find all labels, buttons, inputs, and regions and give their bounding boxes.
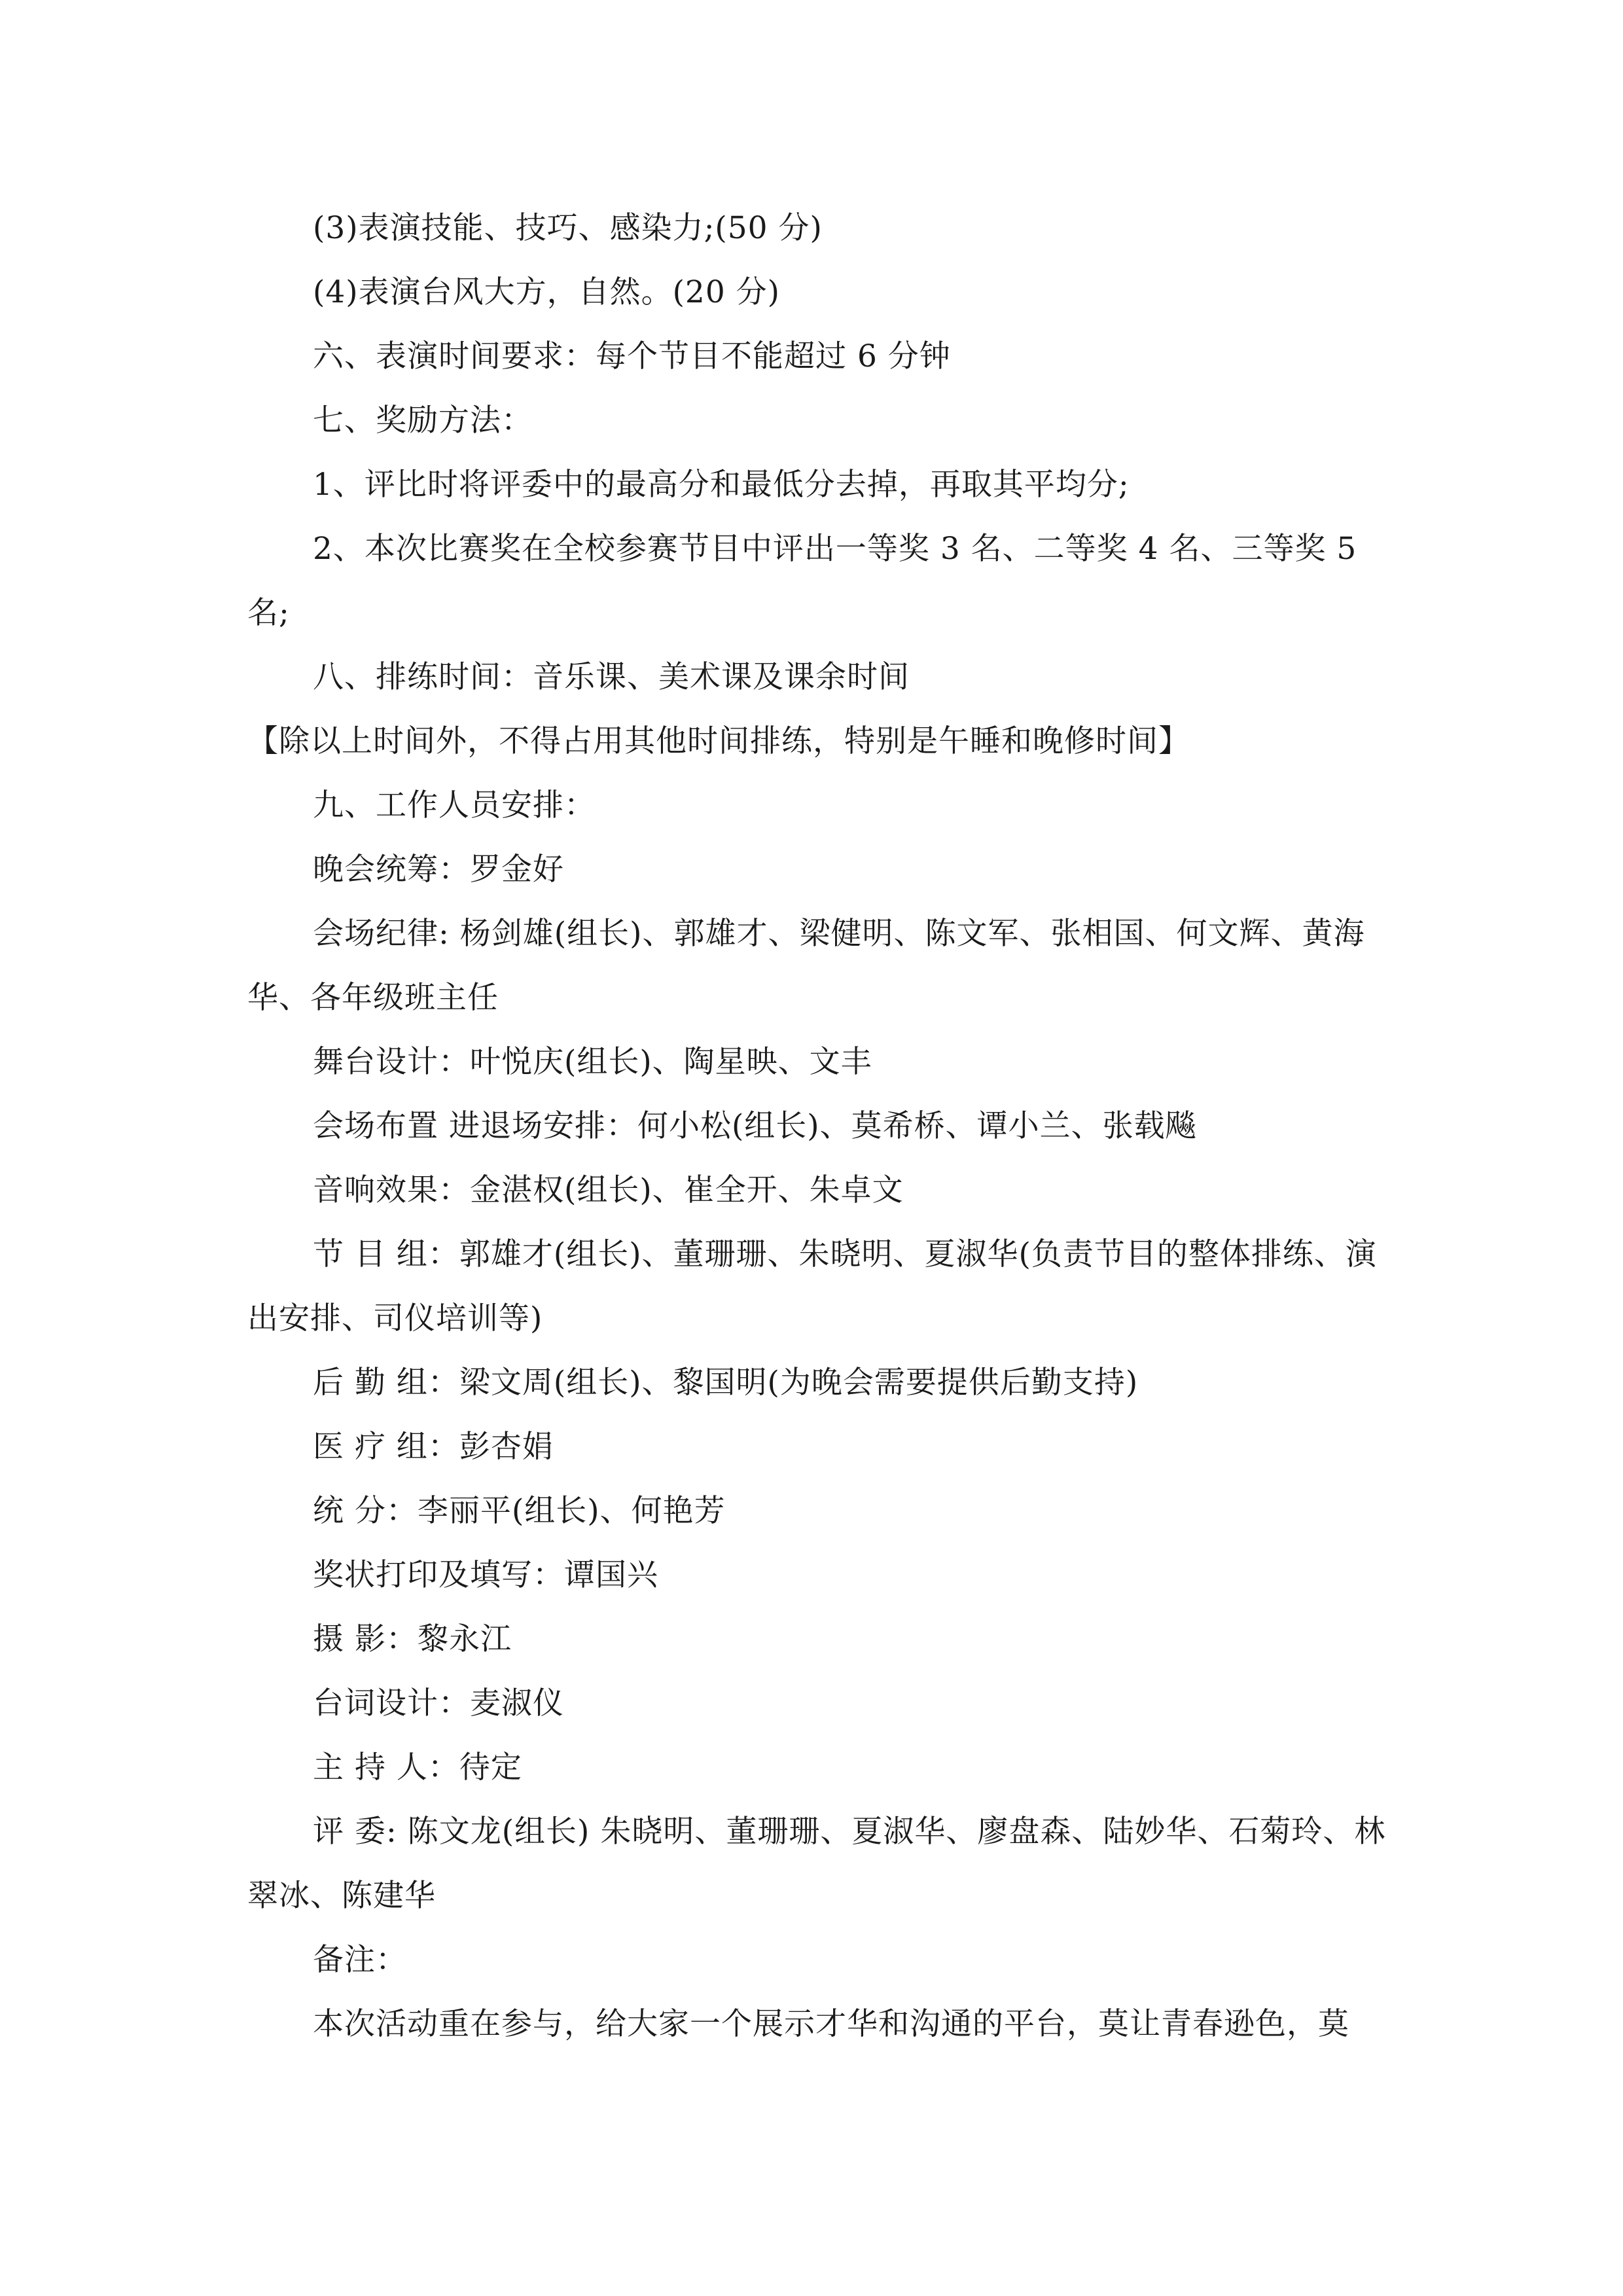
paragraph-award-method-heading: 七、奖励方法： bbox=[313, 403, 533, 439]
paragraph-staff-coordination: 晚会统筹：罗金好 bbox=[313, 852, 564, 888]
paragraph-staff-host: 主 持 人：待定 bbox=[313, 1749, 522, 1785]
paragraph-staff-photography: 摄 影：黎永江 bbox=[313, 1621, 512, 1657]
paragraph-rehearsal-time: 八、排练时间：音乐课、美术课及课余时间 bbox=[313, 659, 910, 695]
paragraph-remarks-heading: 备注： bbox=[313, 1942, 407, 1978]
paragraph-staff-sound: 音响效果：金湛权(组长)、崔全开、朱卓文 bbox=[313, 1172, 904, 1208]
paragraph-staff-logistics: 后 勤 组：梁文周(组长)、黎国明(为晚会需要提供后勤支持) bbox=[313, 1365, 1139, 1401]
paragraph-rehearsal-note: 【除以上时间外，不得占用其他时间排练，特别是午睡和晚修时间】 bbox=[247, 723, 1190, 759]
paragraph-award-rule-1: 1、评比时将评委中的最高分和最低分去掉，再取其平均分; bbox=[313, 467, 1130, 503]
paragraph-staff-scoring: 统 分：李丽平(组长)、何艳芳 bbox=[313, 1493, 726, 1529]
paragraph-staff-judges: 评 委: 陈文龙(组长) 朱晓明、董珊珊、夏淑华、廖盘森、陆妙华、石菊玲、林翠冰、陈建华 bbox=[247, 1814, 1386, 1914]
paragraph-staff-program-group: 节 目 组：郭雄才(组长)、董珊珊、朱晓明、夏淑华(负责节目的整体排练、演出安排、司仪培训等) bbox=[247, 1236, 1377, 1336]
paragraph-scoring-item-4: (4)表演台风大方，自然。(20 分) bbox=[313, 274, 780, 310]
paragraph-staff-venue-setup: 会场布置 进退场安排：何小松(组长)、莫希桥、谭小兰、张载飚 bbox=[313, 1108, 1197, 1144]
paragraph-staff-stage-design: 舞台设计：叶悦庆(组长)、陶星映、文丰 bbox=[313, 1044, 872, 1080]
paragraph-staff-certificates: 奖状打印及填写：谭国兴 bbox=[313, 1557, 658, 1593]
paragraph-remarks-text: 本次活动重在参与，给大家一个展示才华和沟通的平台，莫让青春逊色，莫 bbox=[313, 2006, 1349, 2042]
paragraph-scoring-item-3: (3)表演技能、技巧、感染力;(50 分) bbox=[313, 210, 823, 246]
document-body bbox=[247, 196, 1399, 2056]
paragraph-staff-script-design: 台词设计：麦淑仪 bbox=[313, 1685, 564, 1721]
paragraph-staff-discipline: 会场纪律: 杨剑雄(组长)、郭雄才、梁健明、陈文军、张相国、何文辉、黄海华、各年级班主任 bbox=[247, 916, 1365, 1016]
paragraph-staff-medical: 医 疗 组：彭杏娟 bbox=[313, 1429, 554, 1465]
paragraph-staff-heading: 九、工作人员安排： bbox=[313, 787, 596, 823]
paragraph-performance-time: 六、表演时间要求：每个节目不能超过 6 分钟 bbox=[313, 338, 951, 374]
paragraph-award-rule-2: 2、本次比赛奖在全校参赛节目中评出一等奖 3 名、二等奖 4 名、三等奖 5 名; bbox=[247, 531, 1357, 631]
